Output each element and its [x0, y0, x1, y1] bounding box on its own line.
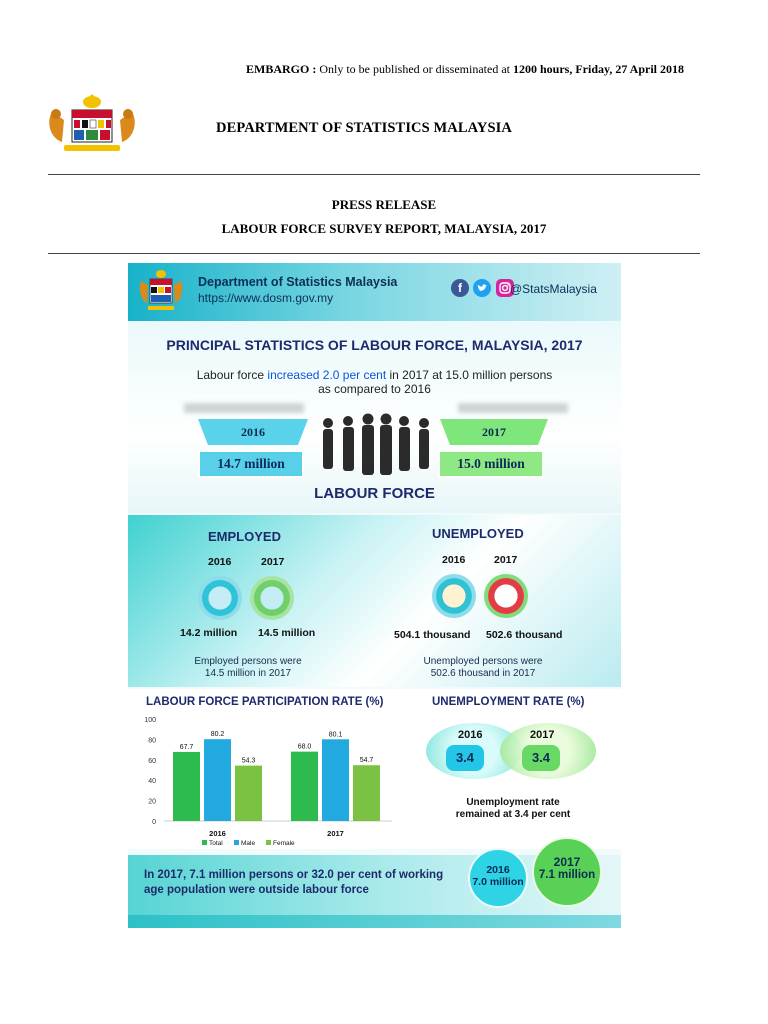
outside-year-2017: 2017 [553, 855, 581, 869]
lf-value-2017: 15.0 million [438, 450, 544, 478]
bar-value-label: 68.0 [297, 743, 312, 751]
rate-value-2016: 3.4 [446, 745, 484, 771]
legend-label-female: Female [273, 840, 295, 847]
unemployed-heading: UNEMPLOYED [432, 526, 524, 541]
y-tick-label: 40 [148, 778, 156, 786]
outside-value-2016: 7.0 million [472, 876, 524, 888]
bar-male-2016 [204, 739, 231, 821]
embargo-text: Only to be published or disseminated at [316, 62, 513, 76]
unemployed-value-2017: 502.6 thousand [486, 629, 563, 641]
employed-value-2016: 14.2 million [180, 627, 238, 639]
outside-labour-force-text: In 2017, 7.1 million persons or 32.0 per cent of working age population were outside labour force [144, 869, 444, 896]
bottom-divider [48, 253, 700, 254]
labour-force-summary [128, 368, 621, 382]
unemployed-2016-icon [436, 578, 472, 614]
bar-female-2016 [235, 766, 262, 821]
banner-url: https://www.dosm.gov.my [198, 291, 334, 305]
legend-swatch-female [266, 840, 271, 845]
employed-year-2016: 2016 [208, 556, 232, 568]
employed-2017-icon [254, 580, 290, 616]
facebook-icon: f [451, 279, 469, 297]
embargo-label: EMBARGO : [246, 62, 317, 76]
summary-prefix: Labour force [196, 368, 268, 382]
embargo-line [246, 62, 684, 77]
rate-note-2: remained at 3.4 per cent [455, 809, 571, 820]
social-handle: @StatsMalaysia [510, 282, 597, 296]
bar-female-2017 [353, 765, 380, 821]
legend-label-male: Male [241, 840, 256, 847]
legend-swatch-male [234, 840, 239, 845]
y-tick-label: 60 [148, 757, 156, 765]
employed-heading: EMPLOYED [208, 529, 281, 544]
unemployed-note-1: Unemployed persons were [423, 656, 543, 667]
rate-note-1: Unemployment rate [466, 797, 560, 808]
lfpr-bar-chart [142, 715, 402, 847]
bar-value-label: 80.2 [210, 731, 225, 739]
employed-2016-icon [202, 580, 238, 616]
summary-highlight: increased 2.0 per cent [267, 368, 387, 382]
y-tick-label: 20 [148, 798, 156, 806]
malaysia-coat-of-arms-logo [44, 94, 140, 154]
labour-force-label: LABOUR FORCE [314, 485, 435, 502]
bar-value-label: 54.3 [241, 757, 256, 765]
embargo-time: 1200 hours, Friday, 27 April 2018 [512, 62, 685, 76]
y-tick-label: 100 [144, 717, 156, 724]
outside-2016-bubble [468, 848, 528, 908]
twitter-icon [473, 279, 491, 297]
top-divider [48, 174, 700, 175]
employed-value-2017: 14.5 million [258, 627, 316, 639]
bar-value-label: 80.1 [328, 731, 343, 739]
decorative-bar [184, 403, 304, 413]
y-tick-label: 80 [148, 737, 156, 745]
y-tick-label: 0 [152, 819, 156, 826]
press-release-label: PRESS RELEASE [331, 197, 437, 212]
unemployed-value-2016: 504.1 thousand [394, 629, 471, 641]
x-category-label: 2017 [327, 829, 344, 838]
bar-total-2016 [173, 752, 200, 821]
employed-note-1: Employed persons were [194, 656, 302, 667]
rate-year-2016: 2016 [458, 729, 483, 741]
unemployed-2017-icon [488, 578, 524, 614]
bar-male-2017 [322, 739, 349, 821]
summary-line-2: as compared to 2016 [318, 382, 431, 396]
department-title: DEPARTMENT OF STATISTICS MALAYSIA [216, 120, 512, 136]
workforce-silhouette-icon [314, 413, 438, 479]
lf-year-2017: 2017 [482, 425, 506, 439]
bottom-decor-strip [128, 915, 621, 928]
principal-statistics-title: PRINCIPAL STATISTICS OF LABOUR FORCE, MALAYSIA, 2017 [166, 337, 583, 353]
lf-value-2016: 14.7 million [198, 450, 304, 478]
bar-value-label: 67.7 [179, 743, 194, 751]
rate-value-2017: 3.4 [522, 745, 560, 771]
bar-value-label: 54.7 [359, 757, 374, 765]
banner-org-name: Department of Statistics Malaysia [198, 275, 398, 289]
unemployed-note-2: 502.6 thousand in 2017 [430, 668, 536, 679]
outside-value-2017: 7.1 million [538, 869, 596, 881]
lfpr-heading: LABOUR FORCE PARTICIPATION RATE (%) [146, 696, 384, 708]
decorative-bar [458, 403, 568, 413]
unemployment-rate-heading: UNEMPLOYMENT RATE (%) [432, 696, 585, 708]
x-category-label: 2016 [209, 829, 226, 838]
legend-label-total: Total [209, 840, 223, 847]
employed-note-2: 14.5 million in 2017 [204, 668, 292, 679]
outside-2017-bubble [532, 837, 602, 907]
lf-year-2016: 2016 [241, 425, 265, 439]
bar-total-2017 [291, 752, 318, 821]
unemployed-year-2017: 2017 [494, 554, 518, 566]
dosm-crest-logo [138, 269, 184, 313]
report-title: LABOUR FORCE SURVEY REPORT, MALAYSIA, 2017 [221, 221, 547, 236]
labour-force-infographic [128, 263, 621, 928]
summary-suffix: in 2017 at 15.0 million persons [386, 368, 553, 382]
rate-year-2017: 2017 [530, 729, 555, 741]
outside-year-2016: 2016 [486, 864, 510, 876]
employed-year-2017: 2017 [261, 556, 285, 568]
legend-swatch-total [202, 840, 207, 845]
unemployed-year-2016: 2016 [442, 554, 466, 566]
